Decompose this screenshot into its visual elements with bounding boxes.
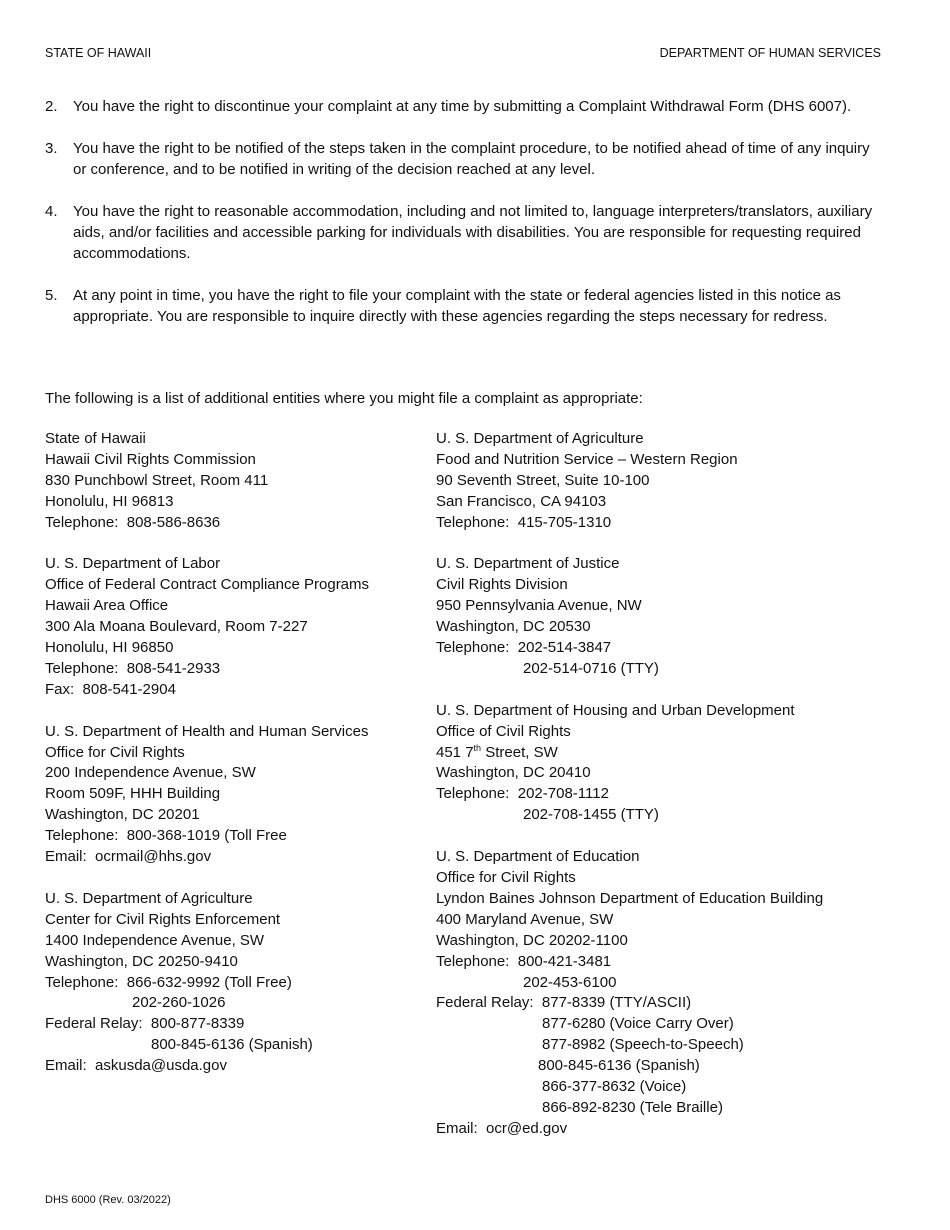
rights-list [45,96,880,348]
list-item [45,201,880,264]
list-item [45,96,880,117]
right-column [436,429,906,1161]
entity-line: 830 Punchbowl Street, Room 411 [45,471,269,489]
entity-line: Office for Civil Rights [436,868,576,886]
entity-line: Telephone: 800-421-3481 [436,952,612,970]
entity-line: Office of Federal Contract Compliance Programs [45,576,370,594]
entity-line: 90 Seventh Street, Suite 10-100 [436,471,650,489]
item-number: 2. [45,98,58,115]
entity-line: Honolulu, HI 96850 [45,639,174,657]
entity-line: Telephone: 866-632-9992 (Toll Free) [45,973,292,991]
entity-line: U. S. Department of Labor [45,555,221,573]
left-column [45,429,415,1098]
entity-line: Room 509F, HHH Building [45,785,221,803]
entity-line: 1400 Independence Avenue, SW [45,931,265,949]
entity-line: Honolulu, HI 96813 [45,492,174,510]
entity-line: Washington, DC 20201 [45,806,200,824]
entity-line: Telephone: 808-586-8636 [45,513,221,531]
form-revision-footer: DHS 6000 (Rev. 03/2022) [45,1194,171,1206]
entity-line: Washington, DC 20202-1100 [436,931,628,949]
entity-line: Telephone: 800-368-1019 (Toll Free [45,827,287,845]
entity-line: 800-845-6136 (Spanish) [538,1057,700,1075]
entity-line: Telephone: 415-705-1310 [436,513,612,531]
entity-line: 202-260-1026 [132,994,226,1012]
entity-line: 300 Ala Moana Boulevard, Room 7-227 [45,618,308,636]
entity-dept-labor [45,554,415,700]
entity-line: U. S. Department of Housing and Urban Development [436,701,795,719]
entity-line: San Francisco, CA 94103 [436,492,607,510]
address-street: Street, SW [481,743,558,761]
entity-line: Hawaii Area Office [45,597,169,615]
entity-hawaii-civil-rights [45,429,415,534]
entity-line: 400 Maryland Avenue, SW [436,910,614,928]
entity-line: 877-8982 (Speech-to-Speech) [542,1036,744,1054]
entity-email: Email: ocr@ed.gov [436,1119,568,1137]
item-text: At any point in time, you have the right to file your complaint with the state or federal agencies listed in this notice as appropriate. You are responsible to inquire directly with these agencies regarding the steps necessary for redress. [73,287,841,325]
entity-dept-hud [436,701,906,826]
entity-line: U. S. Department of Health and Human Services [45,722,369,740]
entity-line: Hawaii Civil Rights Commission [45,450,256,468]
entity-dept-hhs [45,722,415,868]
entity-line [436,743,906,764]
entity-line: Office for Civil Rights [45,743,185,761]
entity-line: Federal Relay: 800-877-8339 [45,1015,245,1033]
entity-usda-civil-rights [45,889,415,1077]
entity-dept-justice [436,554,906,679]
item-number: 3. [45,140,58,157]
entity-line: U. S. Department of Agriculture [436,430,644,447]
entities-intro: The following is a list of additional entities where you might file a complaint as appropriate: [45,390,643,407]
entity-line: Telephone: 202-514-3847 [436,639,612,657]
entity-line: 866-892-8230 (Tele Braille) [542,1098,723,1116]
entity-line: 800-845-6136 (Spanish) [151,1036,313,1054]
entity-line: Washington, DC 20530 [436,618,591,636]
item-text: You have the right to reasonable accommodation, including and not limited to, language interpreters/translators, auxiliary aids, and/or facilities and accessible parking for individuals with disabilities. You are responsible for requesting required accommodations. [73,203,873,262]
entity-line: Food and Nutrition Service – Western Region [436,450,738,468]
item-text: You have the right to be notified of the steps taken in the complaint procedure, to be notified ahead of time of any inquiry or conference, and to be notified in writing of the decision reached at any level. [73,140,870,178]
header-department: DEPARTMENT OF HUMAN SERVICES [659,46,881,60]
item-number: 5. [45,287,58,304]
list-item [45,285,880,327]
entity-usda-fns [436,429,906,534]
entity-line: Washington, DC 20250-9410 [45,952,238,970]
entity-line: Office of Civil Rights [436,722,571,740]
entity-line: 202-514-0716 (TTY) [523,659,659,677]
entity-dept-education [436,847,906,1140]
entity-line: Center for Civil Rights Enforcement [45,910,281,928]
entity-line: 866-377-8632 (Voice) [542,1078,687,1096]
entity-line: 202-453-6100 [523,973,617,991]
entity-line: Telephone: 202-708-1112 [436,785,609,803]
entity-line: 950 Pennsylvania Avenue, NW [436,597,642,615]
entity-line: 877-6280 (Voice Carry Over) [542,1015,734,1033]
list-item [45,138,880,180]
entity-email: Email: askusda@usda.gov [45,1057,227,1075]
entity-line: Federal Relay: 877-8339 (TTY/ASCII) [436,994,692,1012]
entity-line: State of Hawaii [45,430,146,447]
entity-line: 202-708-1455 (TTY) [523,806,659,824]
item-number: 4. [45,203,58,220]
entity-line: Lyndon Baines Johnson Department of Education Building [436,889,824,907]
entity-line: Civil Rights Division [436,576,568,594]
entity-line: U. S. Department of Agriculture [45,889,253,907]
entity-line: Fax: 808-541-2904 [45,680,176,698]
ordinal-suffix: th [473,742,482,753]
entity-line: U. S. Department of Justice [436,555,620,573]
entity-email: Email: ocrmail@hhs.gov [45,848,212,866]
entity-line: Washington, DC 20410 [436,764,591,782]
entity-line: Telephone: 808-541-2933 [45,659,221,677]
item-text: You have the right to discontinue your complaint at any time by submitting a Complaint Withdrawal Form (DHS 6007). [73,98,852,115]
entity-line: U. S. Department of Education [436,848,640,866]
address-number: 451 7 [436,743,474,761]
entity-line: 200 Independence Avenue, SW [45,764,256,782]
header-state: STATE OF HAWAII [45,46,152,60]
